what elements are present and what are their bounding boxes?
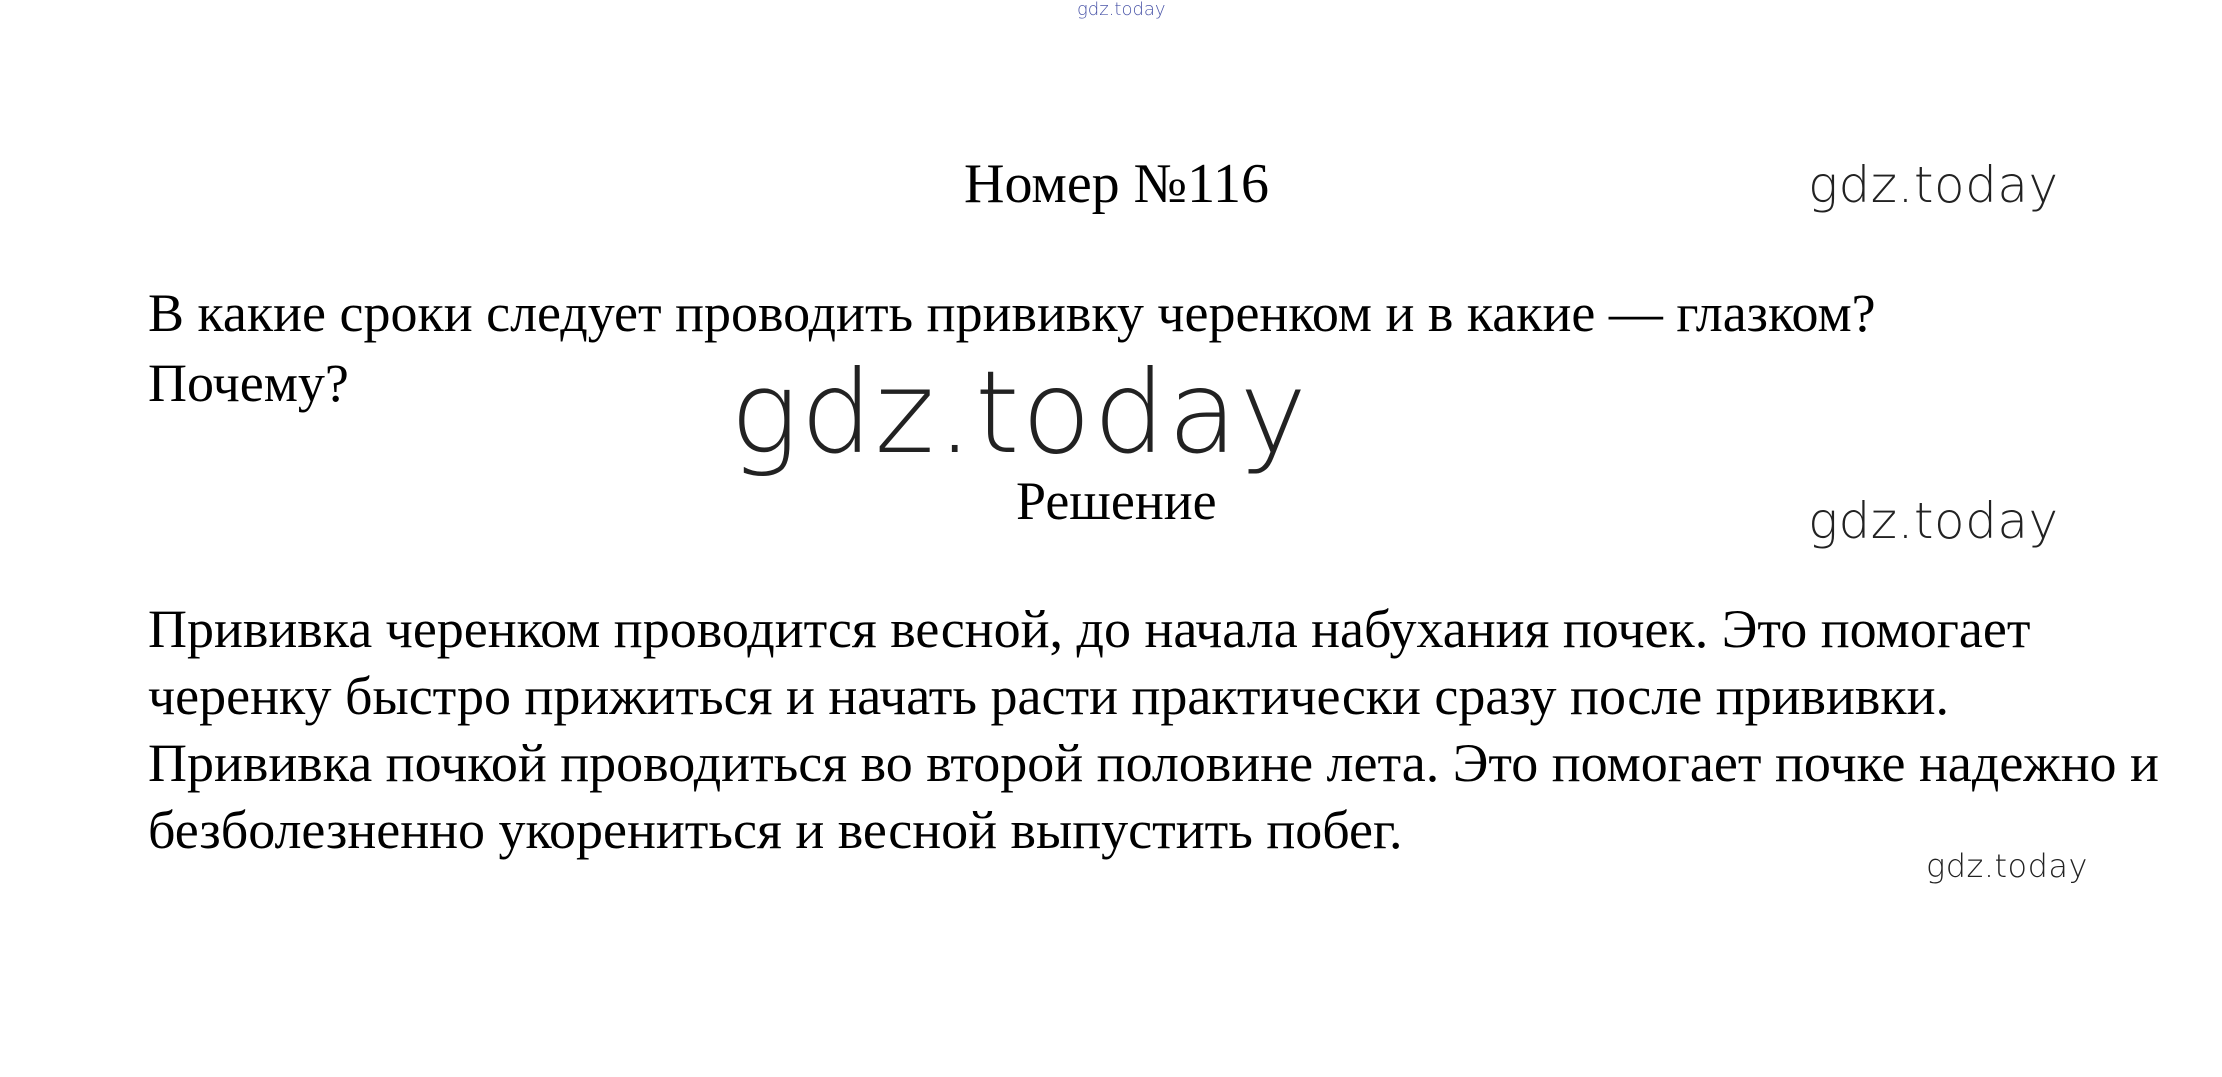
page-title: Номер №116 <box>964 153 1270 215</box>
watermark-large: gdz.today <box>730 346 1309 479</box>
watermark-top: gdz.today <box>1077 0 1166 20</box>
question-line-2: Почему? <box>148 353 349 413</box>
answer-paragraph-1: Прививка черенком проводится весной, до начала набухания почек. Это помогает черенку быстро прижиться и начать расти практически сразу после прививки. <box>148 599 2031 726</box>
watermark-small: gdz.today <box>1926 847 2088 885</box>
answer-text <box>148 596 2198 864</box>
watermark-right-middle: gdz.today <box>1808 492 2059 550</box>
solution-heading: Решение <box>1016 471 1217 531</box>
question-line-1: В какие сроки следует проводить прививку черенком и в какие — глазком? <box>148 283 1876 343</box>
watermark-right-upper: gdz.today <box>1808 156 2059 214</box>
answer-paragraph-2: Прививка почкой проводиться во второй половине лета. Это помогает почке надежно и безболезненно укорениться и весной выпустить побег. <box>148 733 2159 860</box>
